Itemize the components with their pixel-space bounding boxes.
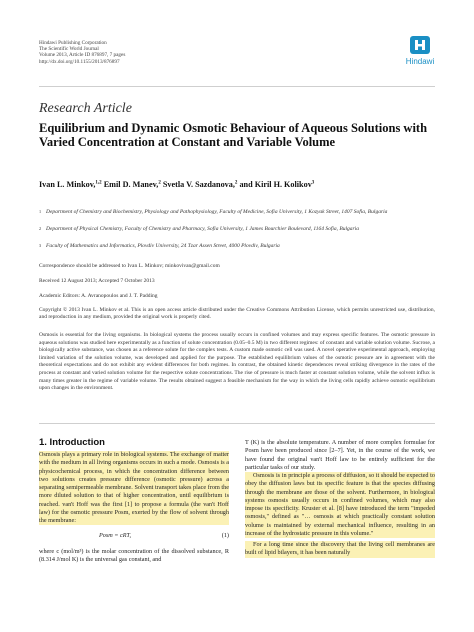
author: Emil D. Manev,$^2$ — [103, 180, 161, 189]
author: Svetla V. Sazdanova,$^2$ — [162, 180, 238, 189]
header-divider — [39, 86, 435, 87]
logo-name: Hindawi — [405, 57, 435, 66]
affiliation: 1 Department of Chemistry and Biochemistry, Physiology and Pathophysiology, Faculty of Medicine, Sofia University, 1 Kozyak Street, 1407 Sofia, Bulgaria — [39, 209, 388, 215]
abstract-divider — [39, 423, 435, 424]
paragraph: Osmosis is in principle a process of diffusion, so it should be expected to obey the diffusion laws but its specific feature is that the species diffusing through the membrane are those of the solvent. Furthermore, in biological systems osmosis usually occurs in confined volumes, which may also impose its specificity. Kruster et al. [8] have introduced the term "impeded osmosis," defined as "… osmosis at which practically constant solution volume is maintained by external mechanical influence, resulting in an increase of the hydrostatic pressure in this volume." — [245, 472, 435, 537]
copyright: Copyright © 2013 Ivan L. Minkov et al. This is an open access article distributed under the Creative Commons Attribution License, which permits unrestricted use, distribution, and reproduction in any medium, provided the original work is properly cited. — [39, 307, 435, 320]
received-date: Received 12 August 2013; Accepted 7 October 2013 — [39, 278, 155, 284]
author: and Kiril H. Kolikov$^3$ — [239, 180, 315, 189]
abstract: Osmosis is essential for the living organisms. In biological systems the process usually occurs in confined volumes and may express specific features. The osmotic pressure in aqueous solutions was studied here experimentally as a function of solute concentration (0.05–0.5 M) in two different regimes: of constant and variable solution volume. Sucrose, a biologically active substance, was chosen as a reference solute for the complex tests. A custom made osmotic cell was used. A novel operative experimental approach, employing limited variation of the solution volume, was developed and applied for the purpose. The established equilibrium values of the osmotic pressure are in agreement with the theoretical expectations and do not exhibit any evident differences for both regimes. In contrast, the obtained kinetic dependences reveal striking divergence in the rates of the process at constant and varied solution volume for the respective solute concentrations. The rise of pressure is much faster at constant solution volume, while the solvent influx is many times greater in the regime of variable volume. The results obtained suggest a feasible mechanism for the way in which the living cells rapidly achieve osmotic equilibrium upon changes in the environment. — [39, 332, 435, 392]
correspondence: Correspondence should be addressed to Ivan L. Minkov; minkovivan@gmail.com — [39, 263, 220, 269]
journal-header — [39, 40, 125, 65]
equation-row — [39, 525, 229, 547]
author-list — [39, 180, 435, 189]
header-line: Hindawi Publishing Corporation — [39, 40, 107, 46]
paper-title: Equilibrium and Dynamic Osmotic Behaviour of Aqueous Solutions with Varied Concentration at Constant and Variable Volume — [39, 121, 428, 149]
affiliation: 3 Faculty of Mathematics and Informatics, Plovdiv University, 24 Tzar Assen Street, 4000 Plovdiv, Bulgaria — [39, 243, 280, 249]
paragraph: T (K) is the absolute temperature. A number of more complex formulae for Posm have been produced since [2–7]. Yet, in the course of the work, we have found the original van't Hoff law to be entirely sufficient for the particular tasks of our study. — [245, 439, 435, 471]
header-line: http://dx.doi.org/10.1155/2013/876897 — [39, 58, 120, 65]
equation: Posm = cRT, — [99, 532, 132, 540]
paragraph: For a long time since the discovery that the living cell membranes are built of lipid bilayers, it has been naturally — [245, 541, 435, 557]
paragraph: where c (mol/m³) is the molar concentration of the dissolved substance, R (8.314 J/mol K) is the universal gas constant, and — [39, 547, 229, 563]
paragraph: Osmosis plays a primary role in biological systems. The exchange of matter with the medium in all living organisms occurs in such a mode. Osmosis is a physicochemical process, in which the concentration difference between two solutions creates pressure difference (osmotic pressure) across a separating semipermeable membrane. Solvent transport takes place from the more diluted solution to that of higher concentration, until equilibrium is reached. van't Hoff was the first [1] to propose a formula (the van't Hoff law) for the osmotic pressure Posm, exerted by the flow of solvent through the membrane: — [39, 451, 229, 524]
section-heading: 1. Introduction — [39, 437, 105, 448]
header-line: The Scientific World Journal — [39, 46, 99, 53]
hindawi-logo-icon — [407, 34, 433, 56]
column-left — [39, 451, 229, 564]
author: Ivan L. Minkov,$^{1,2}$ — [39, 180, 102, 189]
affiliation: 2 Department of Physical Chemistry, Faculty of Chemistry and Pharmacy, Sofia University, 1 James Bourchier Boulevard, 1164 Sofia, Bulgaria — [39, 226, 359, 232]
article-type: Research Article — [39, 101, 132, 116]
academic-editors: Academic Editors: A. Avranopoulos and J. T. Padding — [39, 293, 158, 299]
column-right — [245, 439, 435, 558]
publisher-logo — [400, 34, 440, 66]
header-line: Volume 2013, Article ID 876897, 7 pages — [39, 52, 126, 59]
equation-number: (1) — [221, 532, 229, 540]
